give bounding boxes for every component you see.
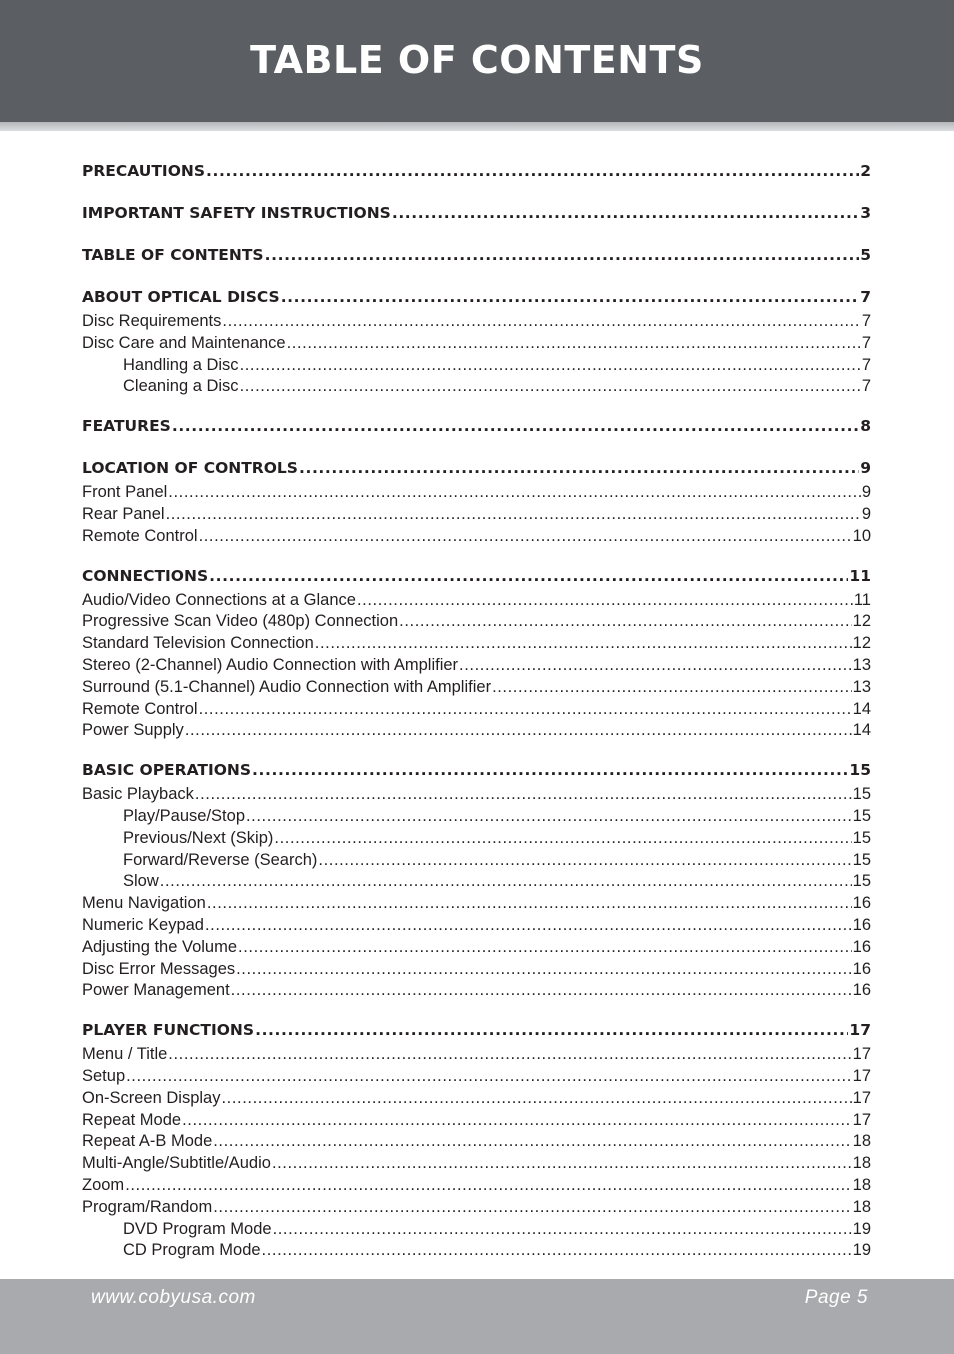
toc-page-number: 16 xyxy=(852,894,871,913)
toc-page-number: 11 xyxy=(849,566,871,585)
toc-dot-leader xyxy=(318,850,851,872)
toc-dot-leader xyxy=(168,482,861,504)
toc-entry[interactable] xyxy=(82,1175,871,1197)
toc-entry-title: Repeat Mode xyxy=(82,1110,182,1129)
toc-dot-leader xyxy=(299,454,859,482)
toc-entry[interactable] xyxy=(82,311,871,333)
page-footer xyxy=(0,1279,954,1354)
toc-page-number: 7 xyxy=(861,355,871,374)
toc-dot-leader xyxy=(246,806,852,828)
toc-subentry[interactable] xyxy=(82,871,871,893)
toc-entry[interactable] xyxy=(82,980,871,1002)
toc-page-number: 12 xyxy=(852,634,871,653)
toc-entry-title: Disc Error Messages xyxy=(82,959,236,978)
toc-subentry[interactable] xyxy=(82,376,871,398)
toc-entry[interactable] xyxy=(82,1153,871,1175)
toc-entry-title: Front Panel xyxy=(82,483,168,502)
toc-dot-leader xyxy=(207,893,852,915)
toc-section-heading[interactable] xyxy=(82,412,871,440)
toc-page-number: 17 xyxy=(849,1021,871,1040)
toc-entry-title: Audio/Video Connections at a Glance xyxy=(82,590,356,609)
toc-entry[interactable] xyxy=(82,1066,871,1088)
toc-entry-title: Stereo (2-Channel) Audio Connection with Amplifier xyxy=(82,655,459,674)
toc-section-heading[interactable] xyxy=(82,562,871,590)
toc-entry-title: Multi-Angle/Subtitle/Audio xyxy=(82,1154,271,1173)
toc-subentry[interactable] xyxy=(82,806,871,828)
toc-page-number: 16 xyxy=(852,937,871,956)
toc-entry-title: Program/Random xyxy=(82,1197,213,1216)
page-title: TABLE OF CONTENTS xyxy=(250,38,704,82)
toc-page-number: 7 xyxy=(861,312,871,330)
toc-entry[interactable] xyxy=(82,1110,871,1132)
toc-page-number: 17 xyxy=(852,1088,871,1107)
toc-entry[interactable] xyxy=(82,1044,871,1066)
toc-page-number: 17 xyxy=(852,1110,871,1129)
toc-page-number: 9 xyxy=(861,504,871,523)
toc-dot-leader xyxy=(213,1131,851,1153)
toc-entry-title: Zoom xyxy=(82,1175,125,1194)
toc-dot-leader xyxy=(206,157,859,185)
toc-page-number: 16 xyxy=(852,915,871,934)
toc-entry-title: LOCATION OF CONTROLS xyxy=(82,459,298,478)
toc-page-number: 18 xyxy=(852,1175,871,1194)
toc-page-number: 7 xyxy=(861,377,871,396)
toc-entry[interactable] xyxy=(82,526,871,548)
toc-page-number: 5 xyxy=(860,246,871,264)
toc-dot-leader xyxy=(281,283,860,311)
toc-dot-leader xyxy=(168,1044,851,1066)
toc-entry-title: Power Supply xyxy=(82,721,184,740)
toc-entry-title: TABLE OF CONTENTS xyxy=(82,246,264,264)
toc-page-number: 19 xyxy=(852,1241,871,1260)
toc-entry-title: ABOUT OPTICAL DISCS xyxy=(82,288,280,306)
toc-dot-leader xyxy=(221,1088,851,1110)
toc-page-number: 18 xyxy=(852,1154,871,1173)
toc-dot-leader xyxy=(399,611,852,633)
toc-page-number: 9 xyxy=(860,459,871,478)
toc-section-heading[interactable] xyxy=(82,283,871,311)
footer-page-number: Page 5 xyxy=(804,1287,868,1308)
toc-entry-title: Menu / Title xyxy=(82,1045,168,1064)
toc-entry-title: PRECAUTIONS xyxy=(82,162,206,180)
toc-entry[interactable] xyxy=(82,915,871,937)
toc-entry-title: Adjusting the Volume xyxy=(82,937,238,956)
toc-section-heading[interactable] xyxy=(82,454,871,482)
toc-entry-title: Forward/Reverse (Search) xyxy=(123,850,318,869)
toc-page-number: 15 xyxy=(852,872,871,891)
toc-section-heading[interactable] xyxy=(82,1016,871,1044)
toc-dot-leader xyxy=(209,562,848,590)
toc-page-number: 7 xyxy=(860,288,871,306)
toc-entry-title: Power Management xyxy=(82,981,230,1000)
toc-dot-leader xyxy=(160,871,852,893)
toc-entry-title: Handling a Disc xyxy=(123,355,239,374)
toc-dot-leader xyxy=(126,1066,852,1088)
toc-dot-leader xyxy=(213,1197,851,1219)
toc-page-number: 3 xyxy=(860,204,871,222)
toc-entry[interactable] xyxy=(82,677,871,699)
toc-dot-leader xyxy=(195,784,852,806)
toc-dot-leader xyxy=(357,590,853,612)
toc-entry[interactable] xyxy=(82,784,871,806)
toc-entry-title: PLAYER FUNCTIONS xyxy=(82,1021,255,1040)
toc-page-number: 15 xyxy=(852,828,871,847)
toc-entry-title: FEATURES xyxy=(82,417,171,436)
toc-entry-title: Repeat A-B Mode xyxy=(82,1132,213,1151)
header-divider xyxy=(0,122,954,131)
toc-page-number: 2 xyxy=(860,162,871,180)
toc-dot-leader xyxy=(125,1175,851,1197)
toc-page-number: 13 xyxy=(852,655,871,674)
toc-entry-title: Disc Requirements xyxy=(82,312,222,330)
toc-entry[interactable] xyxy=(82,1088,871,1110)
toc-entry[interactable] xyxy=(82,1131,871,1153)
toc-entry-title: On-Screen Display xyxy=(82,1088,221,1107)
toc-page-number: 14 xyxy=(852,699,871,718)
toc-dot-leader xyxy=(199,526,852,548)
toc-subentry[interactable] xyxy=(82,850,871,872)
toc-entry-title: IMPORTANT SAFETY INSTRUCTIONS xyxy=(82,204,391,222)
toc-dot-leader xyxy=(459,655,852,677)
toc-section-heading[interactable] xyxy=(82,157,871,185)
toc-entry[interactable] xyxy=(82,611,871,633)
toc-page-number: 18 xyxy=(852,1197,871,1216)
toc-page-number: 12 xyxy=(852,612,871,631)
toc-section-heading[interactable] xyxy=(82,199,871,227)
toc-dot-leader xyxy=(205,915,852,937)
toc-dot-leader xyxy=(255,1016,848,1044)
toc-dot-leader xyxy=(252,756,848,784)
toc-entry[interactable] xyxy=(82,504,871,526)
toc-entry[interactable] xyxy=(82,720,871,742)
toc-page-number: 15 xyxy=(852,785,871,804)
toc-entry[interactable] xyxy=(82,959,871,981)
toc-section-heading[interactable] xyxy=(82,241,871,269)
toc-dot-leader xyxy=(236,959,852,981)
toc-page-number: 17 xyxy=(852,1045,871,1064)
toc-subentry[interactable] xyxy=(82,355,871,377)
toc-dot-leader xyxy=(274,828,851,850)
toc-entry-title: CD Program Mode xyxy=(123,1241,261,1260)
toc-entry-title: CONNECTIONS xyxy=(82,566,209,585)
toc-entry[interactable] xyxy=(82,590,871,612)
toc-entry[interactable] xyxy=(82,655,871,677)
toc-page-number: 15 xyxy=(852,806,871,825)
toc-entry[interactable] xyxy=(82,893,871,915)
toc-dot-leader xyxy=(240,376,861,398)
toc-entry[interactable] xyxy=(82,937,871,959)
toc-dot-leader xyxy=(172,412,859,440)
toc-dot-leader xyxy=(199,699,852,721)
toc-dot-leader xyxy=(265,241,860,269)
toc-dot-leader xyxy=(240,355,861,377)
toc-dot-leader xyxy=(272,1153,852,1175)
toc-entry-title: Remote Control xyxy=(82,526,198,545)
toc-dot-leader xyxy=(231,980,852,1002)
toc-page-number: 18 xyxy=(852,1132,871,1151)
toc-dot-leader xyxy=(262,1240,852,1262)
toc-dot-leader xyxy=(182,1110,852,1132)
toc-dot-leader xyxy=(315,633,852,655)
toc-entry-title: Rear Panel xyxy=(82,504,165,523)
toc-page-number: 11 xyxy=(853,590,871,609)
toc-subentry[interactable] xyxy=(82,828,871,850)
toc-entry-title: Standard Television Connection xyxy=(82,634,314,653)
toc-page-number: 10 xyxy=(852,526,871,545)
toc-page-number: 15 xyxy=(849,761,871,780)
toc-page-number: 16 xyxy=(852,981,871,1000)
toc-page-number: 14 xyxy=(852,721,871,740)
toc-page-number: 19 xyxy=(852,1219,871,1238)
toc-section-heading[interactable] xyxy=(82,756,871,784)
toc-entry-title: Play/Pause/Stop xyxy=(123,806,245,825)
toc-entry-title: Previous/Next (Skip) xyxy=(123,828,274,847)
toc-entry[interactable] xyxy=(82,1197,871,1219)
toc-dot-leader xyxy=(273,1219,852,1241)
toc-entry-title: Remote Control xyxy=(82,699,198,718)
toc-dot-leader xyxy=(166,504,861,526)
toc-page-number: 16 xyxy=(852,959,871,978)
toc-entry-title: Surround (5.1-Channel) Audio Connection with Amplifier xyxy=(82,677,492,696)
toc-page-number: 7 xyxy=(861,333,871,352)
toc-dot-leader xyxy=(222,311,860,333)
toc-entry-title: Disc Care and Maintenance xyxy=(82,333,286,352)
table-of-contents xyxy=(82,157,871,1262)
toc-entry-title: DVD Program Mode xyxy=(123,1219,272,1238)
page-header xyxy=(0,0,954,122)
toc-entry-title: Basic Playback xyxy=(82,785,194,804)
toc-page-number: 15 xyxy=(852,850,871,869)
toc-entry[interactable] xyxy=(82,633,871,655)
toc-entry-title: Slow xyxy=(123,872,159,891)
toc-entry-title: BASIC OPERATIONS xyxy=(82,761,252,780)
toc-entry-title: Progressive Scan Video (480p) Connection xyxy=(82,612,399,631)
toc-page-number: 9 xyxy=(861,483,871,502)
toc-subentry[interactable] xyxy=(82,1240,871,1262)
toc-entry-title: Setup xyxy=(82,1066,126,1085)
toc-entry-title: Numeric Keypad xyxy=(82,915,204,934)
toc-dot-leader xyxy=(238,937,852,959)
toc-entry[interactable] xyxy=(82,482,871,504)
toc-page-number: 17 xyxy=(852,1066,871,1085)
toc-dot-leader xyxy=(492,677,852,699)
toc-page-number: 8 xyxy=(860,417,871,436)
toc-dot-leader xyxy=(185,720,852,742)
toc-entry-title: Menu Navigation xyxy=(82,894,206,913)
footer-website-link[interactable]: www.cobyusa.com xyxy=(91,1287,256,1308)
toc-dot-leader xyxy=(287,333,861,355)
toc-page-number: 13 xyxy=(852,677,871,696)
toc-dot-leader xyxy=(392,199,859,227)
toc-subentry[interactable] xyxy=(82,1219,871,1241)
toc-entry[interactable] xyxy=(82,333,871,355)
toc-entry-title: Cleaning a Disc xyxy=(123,377,239,396)
toc-entry[interactable] xyxy=(82,699,871,721)
